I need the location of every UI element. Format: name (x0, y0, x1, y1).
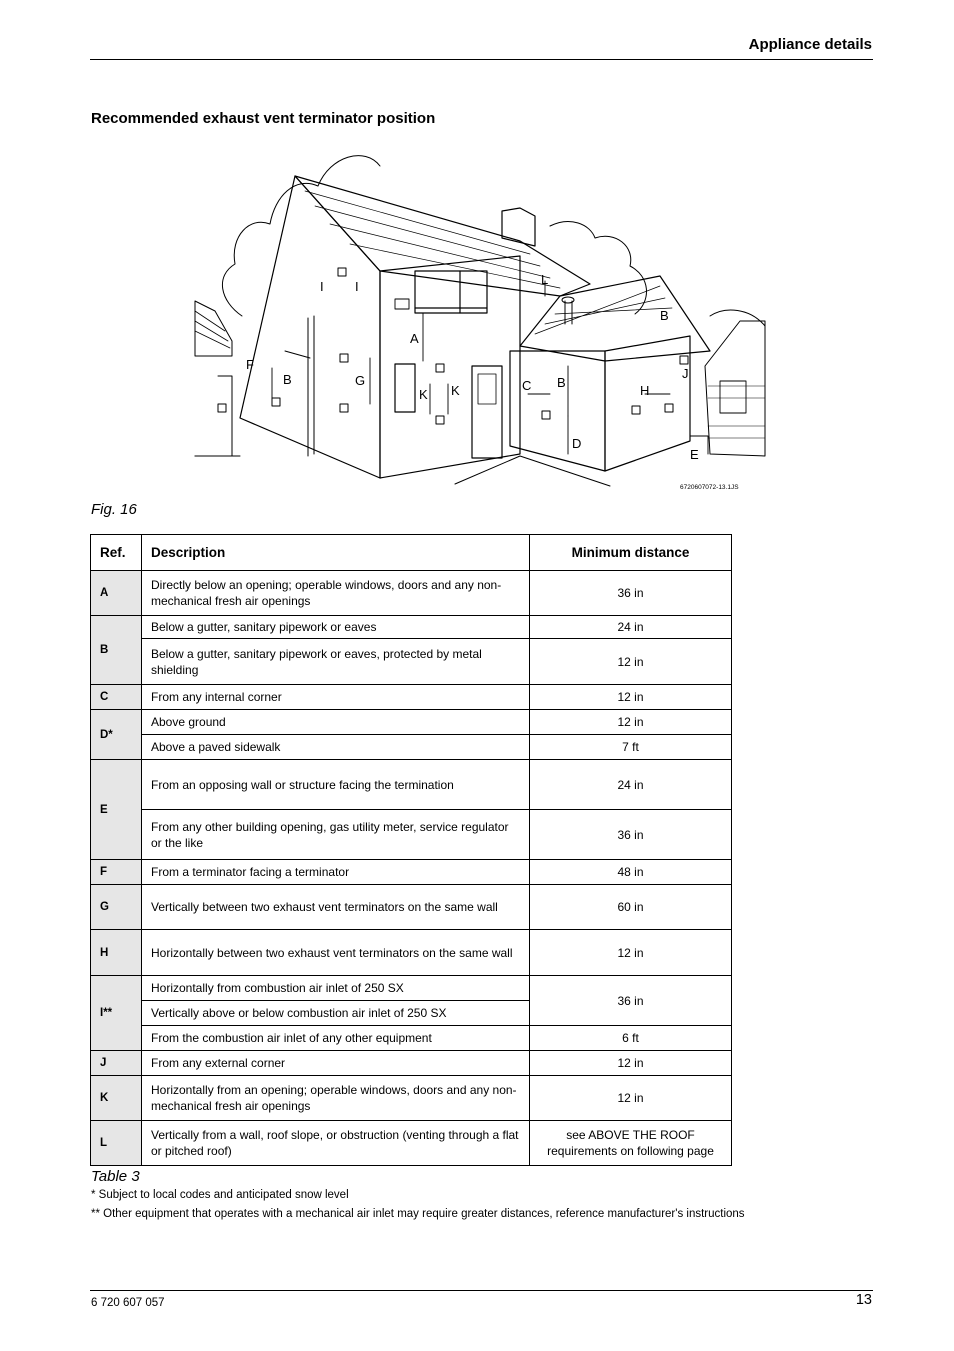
table-row (91, 810, 732, 860)
header-ref: Ref. (91, 535, 142, 571)
label-a: A (410, 331, 419, 346)
table-row (91, 685, 732, 710)
description-cell: Horizontally from combustion air inlet of 250 SX (142, 976, 530, 1001)
main-house-gable-wall (240, 176, 380, 478)
label-b-left: B (283, 372, 292, 387)
distance-cell: 48 in (530, 860, 732, 885)
main-house-front-wall (380, 256, 520, 478)
table-row (91, 735, 732, 760)
document-number: 6 720 607 057 (91, 1297, 165, 1309)
description-cell: From any other building opening, gas utility meter, service regulator or the like (142, 810, 530, 860)
description-cell: Directly below an opening; operable windows, doors and any non-mechanical fresh air openings (142, 571, 530, 616)
section-title: Recommended exhaust vent terminator position (91, 110, 436, 127)
ref-cell: K (91, 1076, 142, 1121)
ref-cell: G (91, 885, 142, 930)
footnote-other-equipment: ** Other equipment that operates with a mechanical air inlet may require greater distances, reference manufacturer's instructions (91, 1208, 745, 1220)
ref-cell: I** (91, 976, 142, 1051)
description-cell: Horizontally between two exhaust vent terminators on the same wall (142, 930, 530, 976)
label-c: C (522, 378, 532, 393)
garage-side-wall (605, 336, 690, 471)
table-row (91, 571, 732, 616)
distance-cell: 36 in (530, 976, 732, 1026)
figure-code: 6720607072-13.1JS (680, 484, 739, 491)
description-cell: Below a gutter, sanitary pipework or eaves, protected by metal shielding (142, 639, 530, 685)
table-row (91, 885, 732, 930)
table-row (91, 1051, 732, 1076)
description-cell: From any internal corner (142, 685, 530, 710)
ref-cell: F (91, 860, 142, 885)
footer-divider (90, 1290, 873, 1291)
table-row (91, 930, 732, 976)
garage-wall (510, 351, 605, 471)
garage-roof (520, 276, 710, 361)
figure-caption: Fig. 16 (91, 501, 137, 518)
description-cell: Vertically from a wall, roof slope, or obstruction (venting through a flat or pitched roof) (142, 1121, 530, 1166)
ref-cell: E (91, 760, 142, 860)
front-door (472, 366, 502, 458)
distance-cell: 24 in (530, 760, 732, 810)
label-k-left: K (419, 387, 428, 402)
distance-cell: 12 in (530, 1051, 732, 1076)
description-cell: Below a gutter, sanitary pipework or eaves (142, 616, 530, 639)
distance-cell: 12 in (530, 639, 732, 685)
ref-cell: C (91, 685, 142, 710)
left-neighbour-building (195, 301, 232, 356)
description-cell: From the combustion air inlet of any other equipment (142, 1026, 530, 1051)
ref-cell: D* (91, 710, 142, 760)
distance-cell: 12 in (530, 710, 732, 735)
dimension-lines (272, 281, 708, 454)
label-b-right: B (660, 308, 669, 323)
description-cell: Vertically above or below combustion air inlet of 250 SX (142, 1001, 530, 1026)
page-header-title: Appliance details (748, 36, 872, 53)
vent-clearance-table (90, 534, 732, 1166)
description-cell: Above a paved sidewalk (142, 735, 530, 760)
label-i-right: I (355, 279, 359, 294)
distance-cell: 12 in (530, 1076, 732, 1121)
table-row (91, 1121, 732, 1166)
label-h: H (640, 383, 650, 398)
label-i-left: I (320, 279, 324, 294)
header-divider (90, 59, 873, 60)
vent-terminals (218, 268, 688, 424)
label-j: J (682, 366, 689, 381)
ref-cell: B (91, 616, 142, 685)
house-vent-diagram (190, 136, 770, 496)
header-minimum-distance: Minimum distance (530, 535, 732, 571)
table-row (91, 1076, 732, 1121)
distance-cell: 7 ft (530, 735, 732, 760)
table-row (91, 710, 732, 735)
ref-cell: A (91, 571, 142, 616)
label-g: G (355, 373, 366, 388)
table-row (91, 616, 732, 639)
label-b-mid: B (557, 375, 566, 390)
label-l: L (541, 272, 549, 287)
description-cell: From an opposing wall or structure facing the termination (142, 760, 530, 810)
table-row (91, 860, 732, 885)
ref-cell: J (91, 1051, 142, 1076)
ref-cell: H (91, 930, 142, 976)
description-cell: Vertically between two exhaust vent terminators on the same wall (142, 885, 530, 930)
table-row (91, 639, 732, 685)
distance-cell: 60 in (530, 885, 732, 930)
label-f: F (246, 357, 254, 372)
distance-cell: 12 in (530, 685, 732, 710)
description-cell: Above ground (142, 710, 530, 735)
ref-cell: L (91, 1121, 142, 1166)
distance-cell: 24 in (530, 616, 732, 639)
table-row (91, 976, 732, 1001)
table-header-row (91, 535, 732, 571)
distance-cell: 6 ft (530, 1026, 732, 1051)
distance-cell: 36 in (530, 810, 732, 860)
label-e: E (690, 447, 699, 462)
table-row (91, 1026, 732, 1051)
page-number: 13 (855, 1292, 872, 1308)
right-neighbour-building (705, 321, 765, 456)
footnote-snow-level: * Subject to local codes and anticipated snow level (91, 1189, 349, 1201)
distance-cell: see ABOVE THE ROOF requirements on following page (530, 1121, 732, 1166)
table-row (91, 760, 732, 810)
label-k-right: K (451, 383, 460, 398)
table-caption: Table 3 (91, 1168, 140, 1185)
description-cell: From any external corner (142, 1051, 530, 1076)
distance-cell: 36 in (530, 571, 732, 616)
header-description: Description (142, 535, 530, 571)
distance-cell: 12 in (530, 930, 732, 976)
description-cell: Horizontally from an opening; operable windows, doors and any non-mechanical fresh air openings (142, 1076, 530, 1121)
lower-window (395, 364, 415, 412)
label-d: D (572, 436, 582, 451)
description-cell: From a terminator facing a terminator (142, 860, 530, 885)
